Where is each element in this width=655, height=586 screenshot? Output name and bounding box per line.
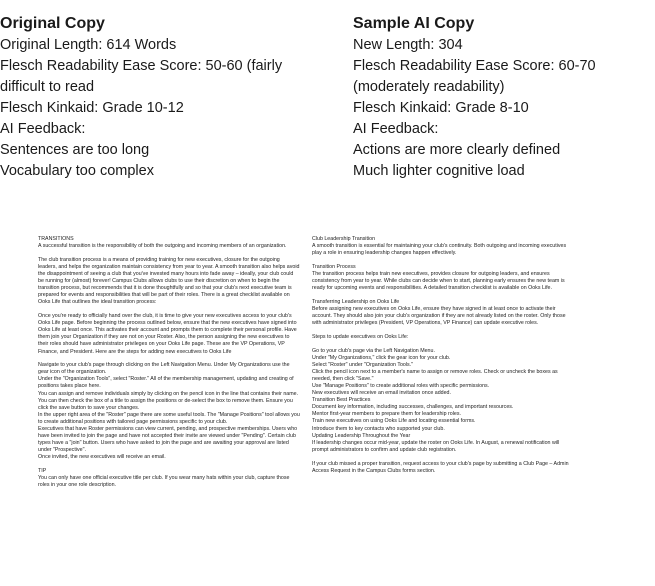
sample-readability-note: (moderately readability) xyxy=(353,79,505,95)
original-readability-score-cont: difficult to read xyxy=(0,79,95,95)
ai-doc-paragraph: Steps to update executives on Ooks Life: xyxy=(312,333,409,340)
sample-ai-copy-heading: Sample AI Copy xyxy=(353,15,475,32)
sample-flesch-kinkaid: Flesch Kinkaid: Grade 8-10 xyxy=(353,100,529,116)
original-length: Original Length: 614 Words xyxy=(0,37,177,53)
sample-ai-copy-summary xyxy=(353,14,653,182)
ai-doc-paragraph: Transition Process The transition process helps train new executives, provides closure for outgoing leaders, and ensures consistency from year to year. While clubs can decide when to start, planning early ensures the new team is ready for upcoming events and responsibilities. A detailed transition checklist is available on Ooks Life. xyxy=(312,263,565,292)
original-doc-paragraph: TRANSITIONS A successful transition is the responsibility of both the outgoing and incoming members of an organization. xyxy=(38,236,287,250)
original-document-excerpt xyxy=(38,236,300,496)
original-doc-paragraph: Navigate to your club's page through clicking on the Left Navigation Menu. Under My Organizations use the gear icon of the organization. Under the "Organization Tools", select "Roster." All of the membership management, updating and creating of positions takes place here. You can assign and remove individuals simply by clicking on the pencil icon in the line that contains their name. You can then check the box of a title to assign the positions or de-select the box to remove them. Ensure you click the save button to save your changes. In the upper right area of the "Roster" page there are some useful tools. The "Manage Positions" tool allows you to create additional positions with tailored page permissions specific to your club. Executives that have Roster permissions can view current, pending, and prospective memberships. Users who have been invited to join the page and have not accepted their invite are viewed under "Pending". Certain club types have a "join" button. Users who have asked to join the page and are awaiting your approval are listed under "Prospective". Once invited, the new executives will receive an email. xyxy=(38,362,300,461)
ai-document-excerpt xyxy=(312,236,574,481)
original-ai-feedback-label: AI Feedback: xyxy=(0,121,86,137)
original-doc-paragraph: TIP You can only have one official executive title per club. If you wear many hats within your club, capture those roles in your one role description. xyxy=(38,468,290,489)
original-feedback-item: Sentences are too long xyxy=(0,142,150,158)
sample-readability-score: Flesch Readability Ease Score: 60-70 xyxy=(353,58,596,74)
sample-feedback-item: Much lighter cognitive load xyxy=(353,163,525,179)
sample-length: New Length: 304 xyxy=(353,37,463,53)
original-doc-paragraph: The club transition process is a means of providing training for new executives, closure for the outgoing leaders, and helps the organization maintain consistency from year to year. A smooth transition also helps avoid the disappointment of seeing a club that you've invested many hours into fade away – ideally, your club could be running for (almost) forever! Campus Clubs allows clubs to use their discretion on when to begin the transition process, but recommends that it is done thoughtfully and so that your club's next executive team is prepared for events and responsibilities that will be part of their roles. There is a great checklist available on Ooks Life that outlines the ideal transition process: xyxy=(38,256,300,306)
original-flesch-kinkaid: Flesch Kinkaid: Grade 10-12 xyxy=(0,100,184,116)
original-copy-heading: Original Copy xyxy=(0,15,105,32)
sample-ai-feedback-label: AI Feedback: xyxy=(353,121,439,137)
ai-doc-paragraph: Go to your club's page via the Left Navigation Menu. Under "My Organizations," click the gear icon for your club. Select "Roster" under "Organization Tools." Click the pencil icon next to a member's name to assign or remove roles. Check or uncheck the boxes as needed, then click "Save." Use "Manage Positions" to create additional roles with specific permissions. New executives will receive an email invitation once added. Transition Best Practices Document key information, including successes, challenges, and important resources. Mentor first-year members to prepare them for leadership roles. Train new executives on using Ooks Life and locating essential forms. Introduce them to key contacts who supported your club. Updating Leadership Throughout the Year If leadership changes occur mid-year, update the roster on Ooks Life. In August, a renewal notification will prompt administrators to confirm and update club registration. xyxy=(312,347,560,453)
ai-doc-paragraph: If your club missed a proper transition, request access to your club's page by submitting a Club Page – Admin Access Request in the Campus Clubs forms section. xyxy=(312,460,569,474)
original-readability-score: Flesch Readability Ease Score: 50-60 (fairly xyxy=(0,58,283,74)
ai-doc-paragraph: Club Leadership Transition A smooth transition is essential for maintaining your club's continuity. Both outgoing and incoming executives play a role in ensuring leadership changes happen effectively. xyxy=(312,236,567,257)
ai-doc-paragraph: Transferring Leadership on Ooks Life Before assigning new executives on Ooks Life, ensure they have signed in at least once to activate their account. They should also join your club's organization if they are not already listed on the roster. Only those with administrator privileges (President, VP Operations, VP Finance) can update executive roles. xyxy=(312,298,566,327)
original-copy-summary xyxy=(0,14,330,182)
original-doc-paragraph: Once you're ready to officially hand over the club, it is time to give your new executives access to your club's Ooks Life page. Before beginning the process outlined below, ensure that the new executives have signed into Ooks Life at least once. This activates their account and prompts them to complete their personal profile. Have them join your Organization if they are not on your Roster. Also, the person assigning the new executives to their roles should have administrator privileges on your Ooks Life page. These are the VP Operations, VP Finance, and President. Here are the steps for adding new executives to Ooks Life xyxy=(38,313,297,355)
sample-feedback-item: Actions are more clearly defined xyxy=(353,142,561,158)
original-feedback-item: Vocabulary too complex xyxy=(0,163,154,179)
